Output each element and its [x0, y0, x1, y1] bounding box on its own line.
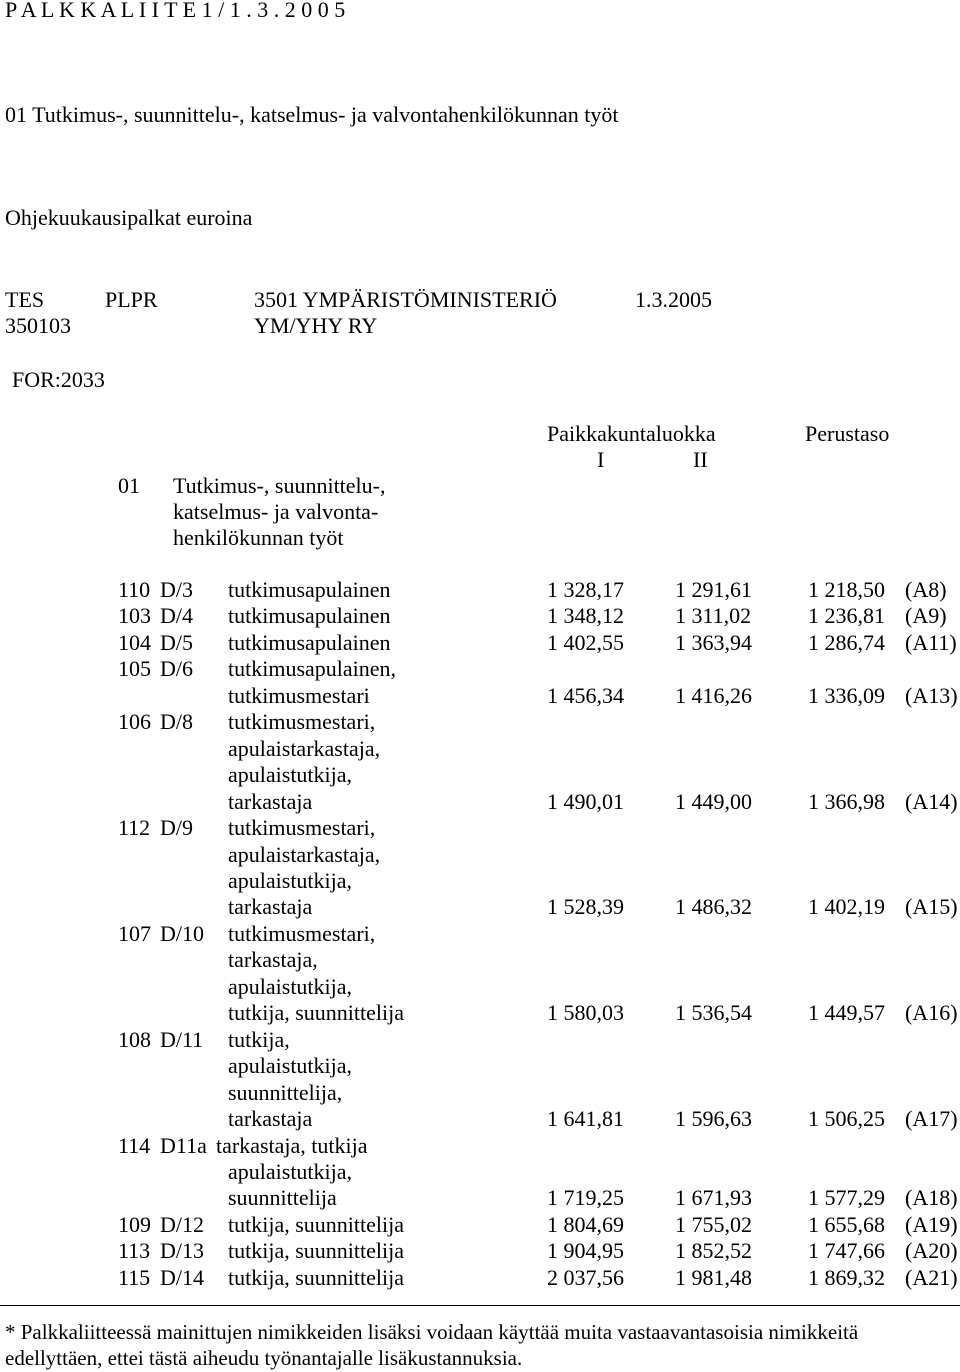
row-title-line: apulaistutkija,: [228, 973, 353, 999]
pay-class-ii: 1 852,52: [675, 1238, 752, 1264]
row-title-line: tutkimusapulainen: [228, 629, 391, 655]
pay-class-ii: 1 536,54: [675, 1000, 752, 1026]
pay-class-i: 1 348,12: [547, 603, 624, 629]
row-title-line: tutkimusapulainen: [228, 603, 391, 629]
pay-class-ii: 1 363,94: [675, 629, 752, 655]
row-title: [228, 1212, 547, 1238]
row-title-line: apulaistutkija,: [228, 1053, 353, 1079]
pay-class-i: 1 490,01: [547, 788, 624, 814]
row-title-line: tutkimusmestari: [228, 682, 370, 708]
table-row: [118, 921, 960, 1027]
row-title-line: tarkastaja: [228, 1106, 313, 1132]
salary-table: [118, 577, 960, 1291]
group-title-line: Tutkimus-, suunnittelu-,: [173, 473, 386, 498]
row-title-line: tutkija, suunnittelija: [228, 1211, 404, 1237]
base-pay: 1 655,68: [808, 1211, 885, 1237]
grade: (A8): [905, 577, 947, 602]
pay-class-ii: 1 311,02: [675, 603, 752, 629]
row-code: 103: [118, 603, 151, 629]
pay-class-ii: 1 596,63: [675, 1106, 752, 1132]
grade: (A21): [905, 1264, 958, 1290]
row-title: [228, 1027, 547, 1133]
pay-class-ii: 1 291,61: [675, 577, 752, 602]
row-title: [228, 630, 547, 656]
grade: (A9): [905, 603, 947, 629]
row-code: 107: [118, 920, 151, 946]
pay-class-i: 1 804,69: [547, 1211, 624, 1237]
base-pay: 1 747,66: [808, 1238, 885, 1264]
meta-employer: 3501 YMPÄRISTÖMINISTERIÖ: [254, 287, 557, 312]
meta-for: FOR:2033: [12, 367, 105, 392]
pay-class-i: 1 456,34: [547, 682, 624, 708]
row-title-line: tutkimusmestari,: [228, 709, 376, 735]
base-pay: 1 869,32: [808, 1264, 885, 1290]
row-title-line: tarkastaja: [228, 788, 313, 814]
row-title: [228, 577, 547, 603]
pay-class-i: 1 580,03: [547, 1000, 624, 1026]
group-title: [173, 473, 386, 551]
base-pay: 1 286,74: [808, 629, 885, 655]
row-title-line: apulaistarkastaja,: [228, 735, 381, 761]
table-row: [118, 1133, 960, 1212]
table-row: [118, 1265, 960, 1291]
grade: (A17): [905, 1106, 958, 1132]
row-code: 105: [118, 656, 151, 682]
base-pay: 1 402,19: [808, 894, 885, 920]
grade: (A16): [905, 1000, 958, 1026]
meta-date: 1.3.2005: [635, 287, 712, 312]
pay-class-ii: 1 755,02: [675, 1211, 752, 1237]
group-code: 01: [118, 473, 140, 498]
table-row: [118, 1238, 960, 1264]
row-code: 114: [118, 1132, 151, 1158]
row-code: 115: [118, 1264, 151, 1290]
grade: (A15): [905, 894, 958, 920]
row-class: D/5: [160, 629, 193, 655]
row-title: [216, 1132, 547, 1212]
row-class: D/13: [160, 1238, 204, 1264]
grade: (A20): [905, 1238, 958, 1264]
row-title-line: apulaistutkija,: [228, 762, 353, 788]
row-title-line: tutkimusmestari,: [228, 920, 376, 946]
footnote-line: edellyttäen, ettei tästä aiheudu työnantajalle lisäkustannuksia.: [5, 1346, 523, 1370]
row-class: D/6: [160, 656, 193, 682]
row-title: [228, 815, 547, 921]
document-title: P A L K K A L I I T E 1 / 1 . 3 . 2 0 0 5: [5, 0, 346, 22]
meta-tes: TES: [5, 287, 45, 312]
grade: (A11): [905, 629, 957, 655]
base-level-header: Perustaso: [805, 421, 890, 446]
row-class: D/9: [160, 815, 193, 841]
pay-class-i: 1 904,95: [547, 1238, 624, 1264]
row-title-line: apulaistutkija,: [228, 867, 353, 893]
row-code: 109: [118, 1211, 151, 1237]
pay-class-ii: 1 486,32: [675, 894, 752, 920]
table-row: [118, 1212, 960, 1238]
footnote-line: * Palkkaliitteessä mainittujen nimikkeiden lisäksi voidaan käyttää muita vastaavantasoisia nimikkeitä: [5, 1320, 859, 1344]
row-code: 110: [118, 577, 151, 602]
table-row: [118, 709, 960, 815]
row-class: D/12: [160, 1211, 204, 1237]
row-title: [228, 709, 547, 815]
row-title-line: tutkija,: [228, 1026, 290, 1052]
pay-class-i: 1 641,81: [547, 1106, 624, 1132]
row-title-line: suunnittelija,: [228, 1079, 343, 1105]
base-pay: 1 449,57: [808, 1000, 885, 1026]
row-title: [228, 1265, 547, 1291]
row-title-line: apulaistarkastaja,: [228, 841, 381, 867]
base-pay: 1 506,25: [808, 1106, 885, 1132]
meta-union: YM/YHY RY: [254, 313, 378, 338]
row-title-line: tarkastaja,: [228, 947, 318, 973]
pay-class-ii: 1 671,93: [675, 1185, 752, 1211]
locality-class-header: Paikkakuntaluokka: [547, 421, 716, 446]
pay-class-i: 1 328,17: [547, 577, 624, 602]
document-subheading: Ohjekuukausipalkat euroina: [5, 205, 253, 230]
row-title-line: suunnittelija: [228, 1185, 337, 1211]
row-title-line: tarkastaja: [228, 894, 313, 920]
pay-class-ii: 1 449,00: [675, 788, 752, 814]
row-class: D/3: [160, 577, 193, 602]
row-title-line: tutkija, suunnittelija: [228, 1000, 404, 1026]
row-class: D/4: [160, 603, 193, 629]
row-title-line: tutkija, suunnittelija: [228, 1238, 404, 1264]
row-code: 104: [118, 629, 151, 655]
grade: (A19): [905, 1211, 958, 1237]
meta-code: 350103: [5, 313, 71, 338]
row-class: D/14: [160, 1264, 204, 1290]
table-row: [118, 656, 960, 709]
row-title: [228, 603, 547, 629]
footnote-divider: [0, 1305, 960, 1306]
row-title-line: tutkimusapulainen,: [228, 656, 397, 682]
pay-class-i: 1 402,55: [547, 629, 624, 655]
pay-class-ii: 1 416,26: [675, 682, 752, 708]
table-row: [118, 1027, 960, 1133]
pay-class-ii: 1 981,48: [675, 1264, 752, 1290]
meta-plpr: PLPR: [105, 287, 158, 312]
pay-class-i: 1 528,39: [547, 894, 624, 920]
grade: (A18): [905, 1185, 958, 1211]
row-code: 113: [118, 1238, 151, 1264]
base-pay: 1 577,29: [808, 1185, 885, 1211]
row-code: 106: [118, 709, 151, 735]
pay-class-i: 2 037,56: [547, 1264, 624, 1290]
table-row: [118, 630, 960, 656]
group-title-line: henkilökunnan työt: [173, 525, 344, 550]
pay-class-i: 1 719,25: [547, 1185, 624, 1211]
table-row: [118, 577, 960, 603]
class-ii-header: II: [693, 447, 708, 472]
table-row: [118, 815, 960, 921]
class-i-header: I: [597, 447, 605, 472]
row-title-line: apulaistutkija,: [228, 1158, 353, 1184]
base-pay: 1 336,09: [808, 682, 885, 708]
row-title-line: tutkija, suunnittelija: [228, 1264, 404, 1290]
row-title-line: tutkimusapulainen: [228, 577, 391, 602]
row-class: D11a: [160, 1132, 207, 1158]
row-title: [228, 921, 547, 1027]
row-class: D/11: [160, 1026, 204, 1052]
row-class: D/8: [160, 709, 193, 735]
row-title-line: tarkastaja, tutkija: [216, 1132, 368, 1158]
grade: (A13): [905, 682, 958, 708]
base-pay: 1 218,50: [808, 577, 885, 602]
row-title-line: tutkimusmestari,: [228, 815, 376, 841]
grade: (A14): [905, 788, 958, 814]
row-class: D/10: [160, 920, 204, 946]
base-pay: 1 236,81: [808, 603, 885, 629]
group-title-line: katselmus- ja valvonta-: [173, 499, 379, 524]
table-row: [118, 603, 960, 629]
document-heading: 01 Tutkimus-, suunnittelu-, katselmus- ja valvontahenkilökunnan työt: [5, 102, 619, 127]
row-title: [228, 656, 547, 709]
row-code: 112: [118, 815, 151, 841]
row-title: [228, 1238, 547, 1264]
row-code: 108: [118, 1026, 151, 1052]
base-pay: 1 366,98: [808, 788, 885, 814]
